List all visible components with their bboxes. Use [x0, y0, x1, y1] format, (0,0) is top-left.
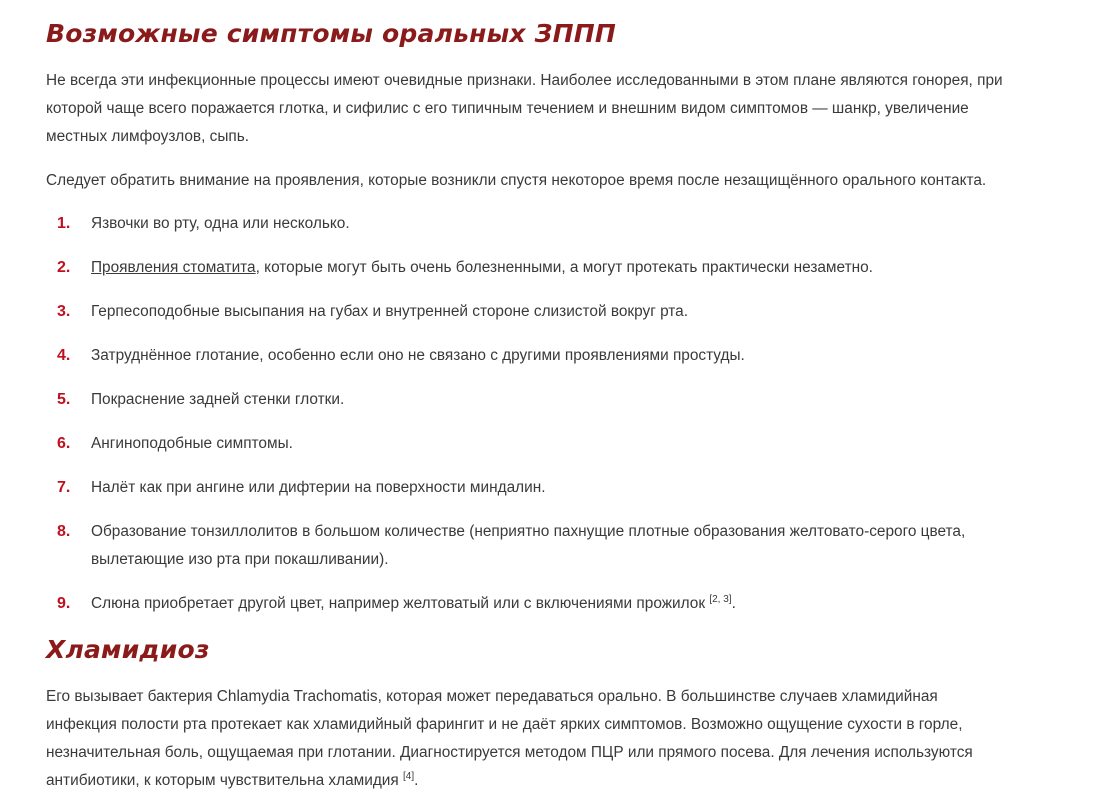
list-number: 3. — [57, 303, 71, 320]
stomatitis-link[interactable]: Проявления стоматита — [91, 259, 256, 276]
list-item — [46, 298, 1006, 326]
symptoms-list — [46, 210, 1006, 634]
list-item — [46, 386, 1006, 414]
list-number: 6. — [57, 435, 71, 452]
list-item-text: Налёт как при ангине или дифтерии на поверхности миндалин. — [91, 479, 546, 496]
list-item-text: Слюна приобретает другой цвет, например желтоватый или с включениями прожилок — [91, 595, 710, 612]
list-number: 7. — [57, 479, 71, 496]
reference-link[interactable]: [2, 3] — [709, 593, 732, 605]
section-heading-chlamydia: Хламидиоз — [46, 635, 210, 664]
list-item-text: Покраснение задней стенки глотки. — [91, 391, 345, 408]
list-item-text: Образование тонзиллолитов в большом количестве (неприятно пахнущие плотные образования желтовато-серого цвета, вылетающие изо рта при покашливании). — [91, 523, 966, 568]
chlamydia-text: Его вызывает бактерия Chlamydia Trachomatis, которая может передаваться орально. В большинстве случаев хламидийная инфекция полости рта протекает как хламидийный фарингит и не даёт ярких симптомов. Возможно ощущение сухости в горле, незначительная боль, ощущаемая при глотании. Диагностируется методом ПЦР или прямого посева. Для лечения используются антибиотики, к которым чувствительна хламидия — [46, 688, 973, 789]
reference-link[interactable]: [4] — [403, 770, 415, 782]
list-item — [46, 590, 1006, 618]
list-item-text: Герпесоподобные высыпания на губах и внутренней стороне слизистой вокруг рта. — [91, 303, 689, 320]
list-item-text: , которые могут быть очень болезненными, а могут протекать практически незаметно. — [255, 259, 873, 276]
list-number: 2. — [57, 259, 71, 276]
list-number: 1. — [57, 215, 71, 232]
list-item-text: Затруднённое глотание, особенно если оно не связано с другими проявлениями простуды. — [91, 347, 745, 364]
list-number: 5. — [57, 391, 71, 408]
list-number: 9. — [57, 595, 71, 612]
intro-paragraph: Не всегда эти инфекционные процессы имеют очевидные признаки. Наиболее исследованными в этом плане являются гонорея, при которой чаще всего поражается глотка, и сифилис с его типичным течением и внешним видом симптомов — шанкр, увеличение местных лимфоузлов, сыпь. — [46, 72, 1003, 145]
list-item — [46, 430, 1006, 458]
chlamydia-tail: . — [414, 772, 419, 789]
list-item-text: Ангиноподобные симптомы. — [91, 435, 293, 452]
list-item — [46, 210, 1006, 238]
list-item — [46, 474, 1006, 502]
chlamydia-paragraph — [46, 683, 1006, 795]
list-item — [46, 254, 1006, 282]
list-item — [46, 518, 1006, 574]
list-item-text: Язвочки во рту, одна или несколько. — [91, 215, 350, 232]
section-heading-oral-std-symptoms: Возможные симптомы оральных ЗППП — [46, 19, 616, 48]
list-number: 8. — [57, 523, 71, 540]
list-number: 4. — [57, 347, 71, 364]
list-item-tail: . — [731, 595, 736, 612]
list-item — [46, 342, 1006, 370]
lead-paragraph: Следует обратить внимание на проявления, которые возникли спустя некоторое время после незащищённого орального контакта. — [46, 172, 987, 189]
